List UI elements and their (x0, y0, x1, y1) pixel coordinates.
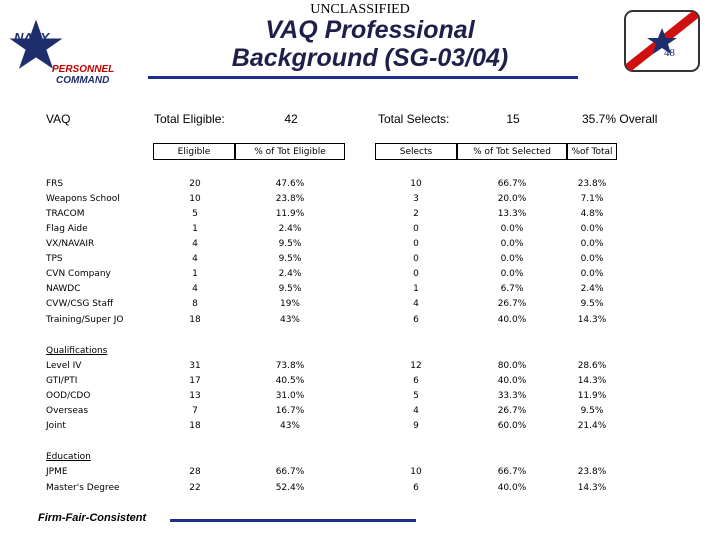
cell-pct-selected: 40.0% (497, 376, 527, 386)
corner-badge-icon (624, 10, 700, 72)
cell-eligible: 1 (192, 269, 198, 279)
cell-selects: 4 (413, 406, 419, 416)
overall-percent: 35.7% Overall (582, 112, 658, 126)
cell-pct-total: 0.0% (580, 269, 604, 279)
cell-pct-eligible: 66.7% (275, 467, 305, 477)
row-label: NAWDC (46, 284, 81, 294)
cell-pct-total: 11.9% (577, 391, 607, 401)
cell-pct-eligible: 43% (279, 421, 300, 431)
cell-pct-eligible: 31.0% (275, 391, 305, 401)
cell-pct-total: 21.4% (577, 421, 607, 431)
cell-pct-selected: 80.0% (497, 361, 527, 371)
logo-text-command: COMMAND (56, 75, 110, 86)
cell-pct-eligible: 47.6% (275, 179, 305, 189)
cell-pct-selected: 66.7% (497, 179, 527, 189)
cell-pct-total: 23.8% (577, 179, 607, 189)
cell-eligible: 4 (192, 284, 198, 294)
row-label: OOD/CDO (46, 391, 91, 401)
cell-pct-total: 0.0% (580, 224, 604, 234)
row-label: GTI/PTI (46, 376, 78, 386)
cell-selects: 2 (413, 209, 419, 219)
col-header-pct-total: %of Total (567, 143, 617, 160)
col-header-pct-tot-eligible: % of Tot Eligible (235, 143, 345, 160)
cell-pct-selected: 0.0% (500, 269, 524, 279)
cell-pct-total: 2.4% (580, 284, 604, 294)
cell-pct-total: 0.0% (580, 254, 604, 264)
cell-pct-total: 4.8% (580, 209, 604, 219)
cell-pct-selected: 13.3% (497, 209, 527, 219)
cell-pct-total: 28.6% (577, 361, 607, 371)
footer-underline (170, 519, 416, 522)
row-label: CVN Company (46, 269, 111, 279)
cell-eligible: 31 (189, 361, 201, 371)
col-header-eligible: Eligible (153, 143, 235, 160)
total-selects-label: Total Selects: (378, 112, 450, 126)
vaq-label: VAQ (46, 112, 71, 126)
cell-pct-selected: 26.7% (497, 406, 527, 416)
total-eligible-value: 42 (284, 112, 298, 126)
section-title-qualifications: Qualifications (46, 346, 108, 356)
cell-pct-total: 14.3% (577, 376, 607, 386)
cell-eligible: 10 (189, 194, 201, 204)
cell-pct-eligible: 11.9% (275, 209, 305, 219)
cell-pct-total: 9.5% (580, 406, 604, 416)
cell-pct-eligible: 23.8% (275, 194, 305, 204)
cell-eligible: 18 (189, 315, 201, 325)
row-label: JPME (46, 467, 68, 477)
cell-pct-total: 14.3% (577, 483, 607, 493)
row-label: CVW/CSG Staff (46, 299, 114, 309)
cell-pct-selected: 60.0% (497, 421, 527, 431)
cell-selects: 4 (413, 299, 419, 309)
cell-pct-total: 23.8% (577, 467, 607, 477)
cell-pct-total: 14.3% (577, 315, 607, 325)
section-title-education: Education (46, 452, 91, 462)
logo-text-personnel: PERSONNEL (52, 64, 115, 75)
row-label: VX/NAVAIR (46, 239, 95, 249)
cell-eligible: 20 (189, 179, 201, 189)
cell-pct-total: 7.1% (580, 194, 604, 204)
cell-pct-selected: 0.0% (500, 239, 524, 249)
cell-pct-total: 0.0% (580, 239, 604, 249)
cell-pct-selected: 0.0% (500, 254, 524, 264)
total-eligible-label: Total Eligible: (154, 112, 225, 126)
cell-eligible: 18 (189, 421, 201, 431)
cell-selects: 0 (413, 239, 419, 249)
row-label: Weapons School (46, 194, 120, 204)
cell-pct-eligible: 9.5% (278, 239, 302, 249)
footer-motto: Firm-Fair-Consistent (38, 512, 147, 524)
col-header-selects: Selects (375, 143, 457, 160)
cell-selects: 1 (413, 284, 419, 294)
cell-selects: 9 (413, 421, 419, 431)
cell-selects: 3 (413, 194, 419, 204)
cell-eligible: 17 (189, 376, 201, 386)
row-label: Training/Super JO (46, 315, 124, 325)
cell-selects: 10 (410, 467, 422, 477)
total-selects-value: 15 (506, 112, 520, 126)
cell-selects: 6 (413, 315, 419, 325)
cell-pct-selected: 33.3% (497, 391, 527, 401)
cell-eligible: 4 (192, 254, 198, 264)
col-header-pct-tot-selected: % of Tot Selected (457, 143, 567, 160)
cell-pct-selected: 26.7% (497, 299, 527, 309)
logo-text-navy: NAVY (14, 30, 50, 45)
cell-pct-selected: 66.7% (497, 467, 527, 477)
cell-pct-total: 9.5% (580, 299, 604, 309)
row-label: Flag Aide (46, 224, 88, 234)
cell-eligible: 13 (189, 391, 201, 401)
row-label: Level IV (46, 361, 82, 371)
cell-pct-selected: 6.7% (500, 284, 524, 294)
cell-eligible: 8 (192, 299, 198, 309)
cell-selects: 10 (410, 179, 422, 189)
cell-pct-eligible: 2.4% (278, 224, 302, 234)
cell-pct-eligible: 9.5% (278, 284, 302, 294)
cell-eligible: 7 (192, 406, 198, 416)
row-label: Overseas (46, 406, 89, 416)
cell-pct-selected: 40.0% (497, 483, 527, 493)
cell-selects: 0 (413, 254, 419, 264)
page-title (160, 16, 580, 72)
slide-number: 48 (664, 47, 675, 59)
cell-eligible: 4 (192, 239, 198, 249)
cell-selects: 0 (413, 224, 419, 234)
cell-pct-eligible: 16.7% (275, 406, 305, 416)
cell-pct-eligible: 40.5% (275, 376, 305, 386)
navy-personnel-command-logo (6, 8, 126, 88)
row-label: Master's Degree (46, 483, 120, 493)
cell-selects: 5 (413, 391, 419, 401)
cell-pct-eligible: 2.4% (278, 269, 302, 279)
title-underline (148, 76, 578, 79)
cell-selects: 12 (410, 361, 422, 371)
cell-pct-eligible: 52.4% (275, 483, 305, 493)
cell-eligible: 28 (189, 467, 201, 477)
cell-pct-eligible: 73.8% (275, 361, 305, 371)
row-label: TPS (46, 254, 63, 264)
row-label: FRS (46, 179, 64, 189)
row-label: Joint (46, 421, 66, 431)
cell-pct-eligible: 9.5% (278, 254, 302, 264)
cell-pct-eligible: 19% (279, 299, 300, 309)
row-label: TRACOM (46, 209, 85, 219)
cell-pct-selected: 40.0% (497, 315, 527, 325)
cell-eligible: 1 (192, 224, 198, 234)
cell-pct-selected: 20.0% (497, 194, 527, 204)
cell-selects: 0 (413, 269, 419, 279)
title-line-1: VAQ Professional (265, 16, 475, 44)
classification-banner: UNCLASSIFIED (310, 2, 410, 17)
cell-pct-eligible: 43% (279, 315, 300, 325)
cell-selects: 6 (413, 483, 419, 493)
cell-pct-selected: 0.0% (500, 224, 524, 234)
title-line-2: Background (SG-03/04) (231, 44, 509, 72)
cell-selects: 6 (413, 376, 419, 386)
cell-eligible: 5 (192, 209, 198, 219)
cell-eligible: 22 (189, 483, 201, 493)
